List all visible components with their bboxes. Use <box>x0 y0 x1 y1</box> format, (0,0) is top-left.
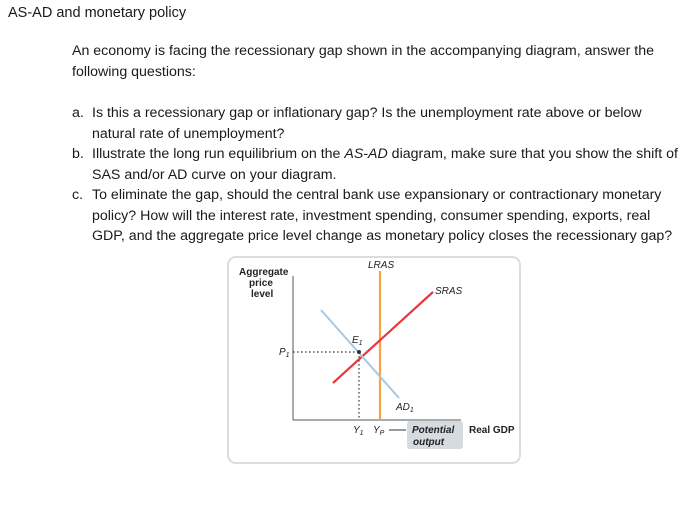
p1-label: $P_1$ <box>279 347 290 359</box>
question-marker: a. <box>72 105 84 121</box>
question-b <box>72 144 682 185</box>
y1-label: $Y_1$ <box>353 425 364 437</box>
sras-line <box>333 292 433 383</box>
potential-label-line2: output <box>413 437 445 448</box>
x-axis-title: Real GDP <box>469 425 515 436</box>
yp-label: $Y_P$ <box>373 425 385 437</box>
as-ad-diagram-svg <box>229 258 523 466</box>
y-axis-title-line3: level <box>251 289 274 300</box>
lras-label: LRAS <box>368 260 395 271</box>
e1-label: $E_1$ <box>352 335 363 347</box>
page-title: AS-AD and monetary policy <box>8 5 187 21</box>
y-axis-title-line1: Aggregate <box>239 267 289 278</box>
sras-label: SRAS <box>435 286 463 297</box>
question-text: Illustrate the long run equilibrium on the AS-AD diagram, make sure that you show the shift of SAS and/or AD curve on your diagram. <box>92 146 678 183</box>
equilibrium-point <box>357 350 361 354</box>
as-ad-diagram <box>227 256 521 464</box>
ad-label: $AD_1$ <box>396 402 414 414</box>
ad-line <box>321 310 399 398</box>
question-c <box>72 185 682 247</box>
potential-label-line1: Potential <box>412 425 455 436</box>
y-axis-title-line2: price <box>249 278 273 289</box>
question-text: To eliminate the gap, should the central bank use expansionary or contractionary monetary policy? How will the interest rate, investment spending, consumer spending, exports, real GDP, and the aggregate price level change as monetary policy closes the recessionary gap? <box>92 187 673 244</box>
question-text: Is this a recessionary gap or inflationary gap? Is the unemployment rate above or below natural rate of unemployment? <box>92 105 642 142</box>
question-a <box>72 103 682 144</box>
question-marker: b. <box>72 146 84 162</box>
question-marker: c. <box>72 187 84 203</box>
question-list <box>72 103 682 247</box>
intro-paragraph: An economy is facing the recessionary gap shown in the accompanying diagram, answer the following questions: <box>72 43 655 80</box>
